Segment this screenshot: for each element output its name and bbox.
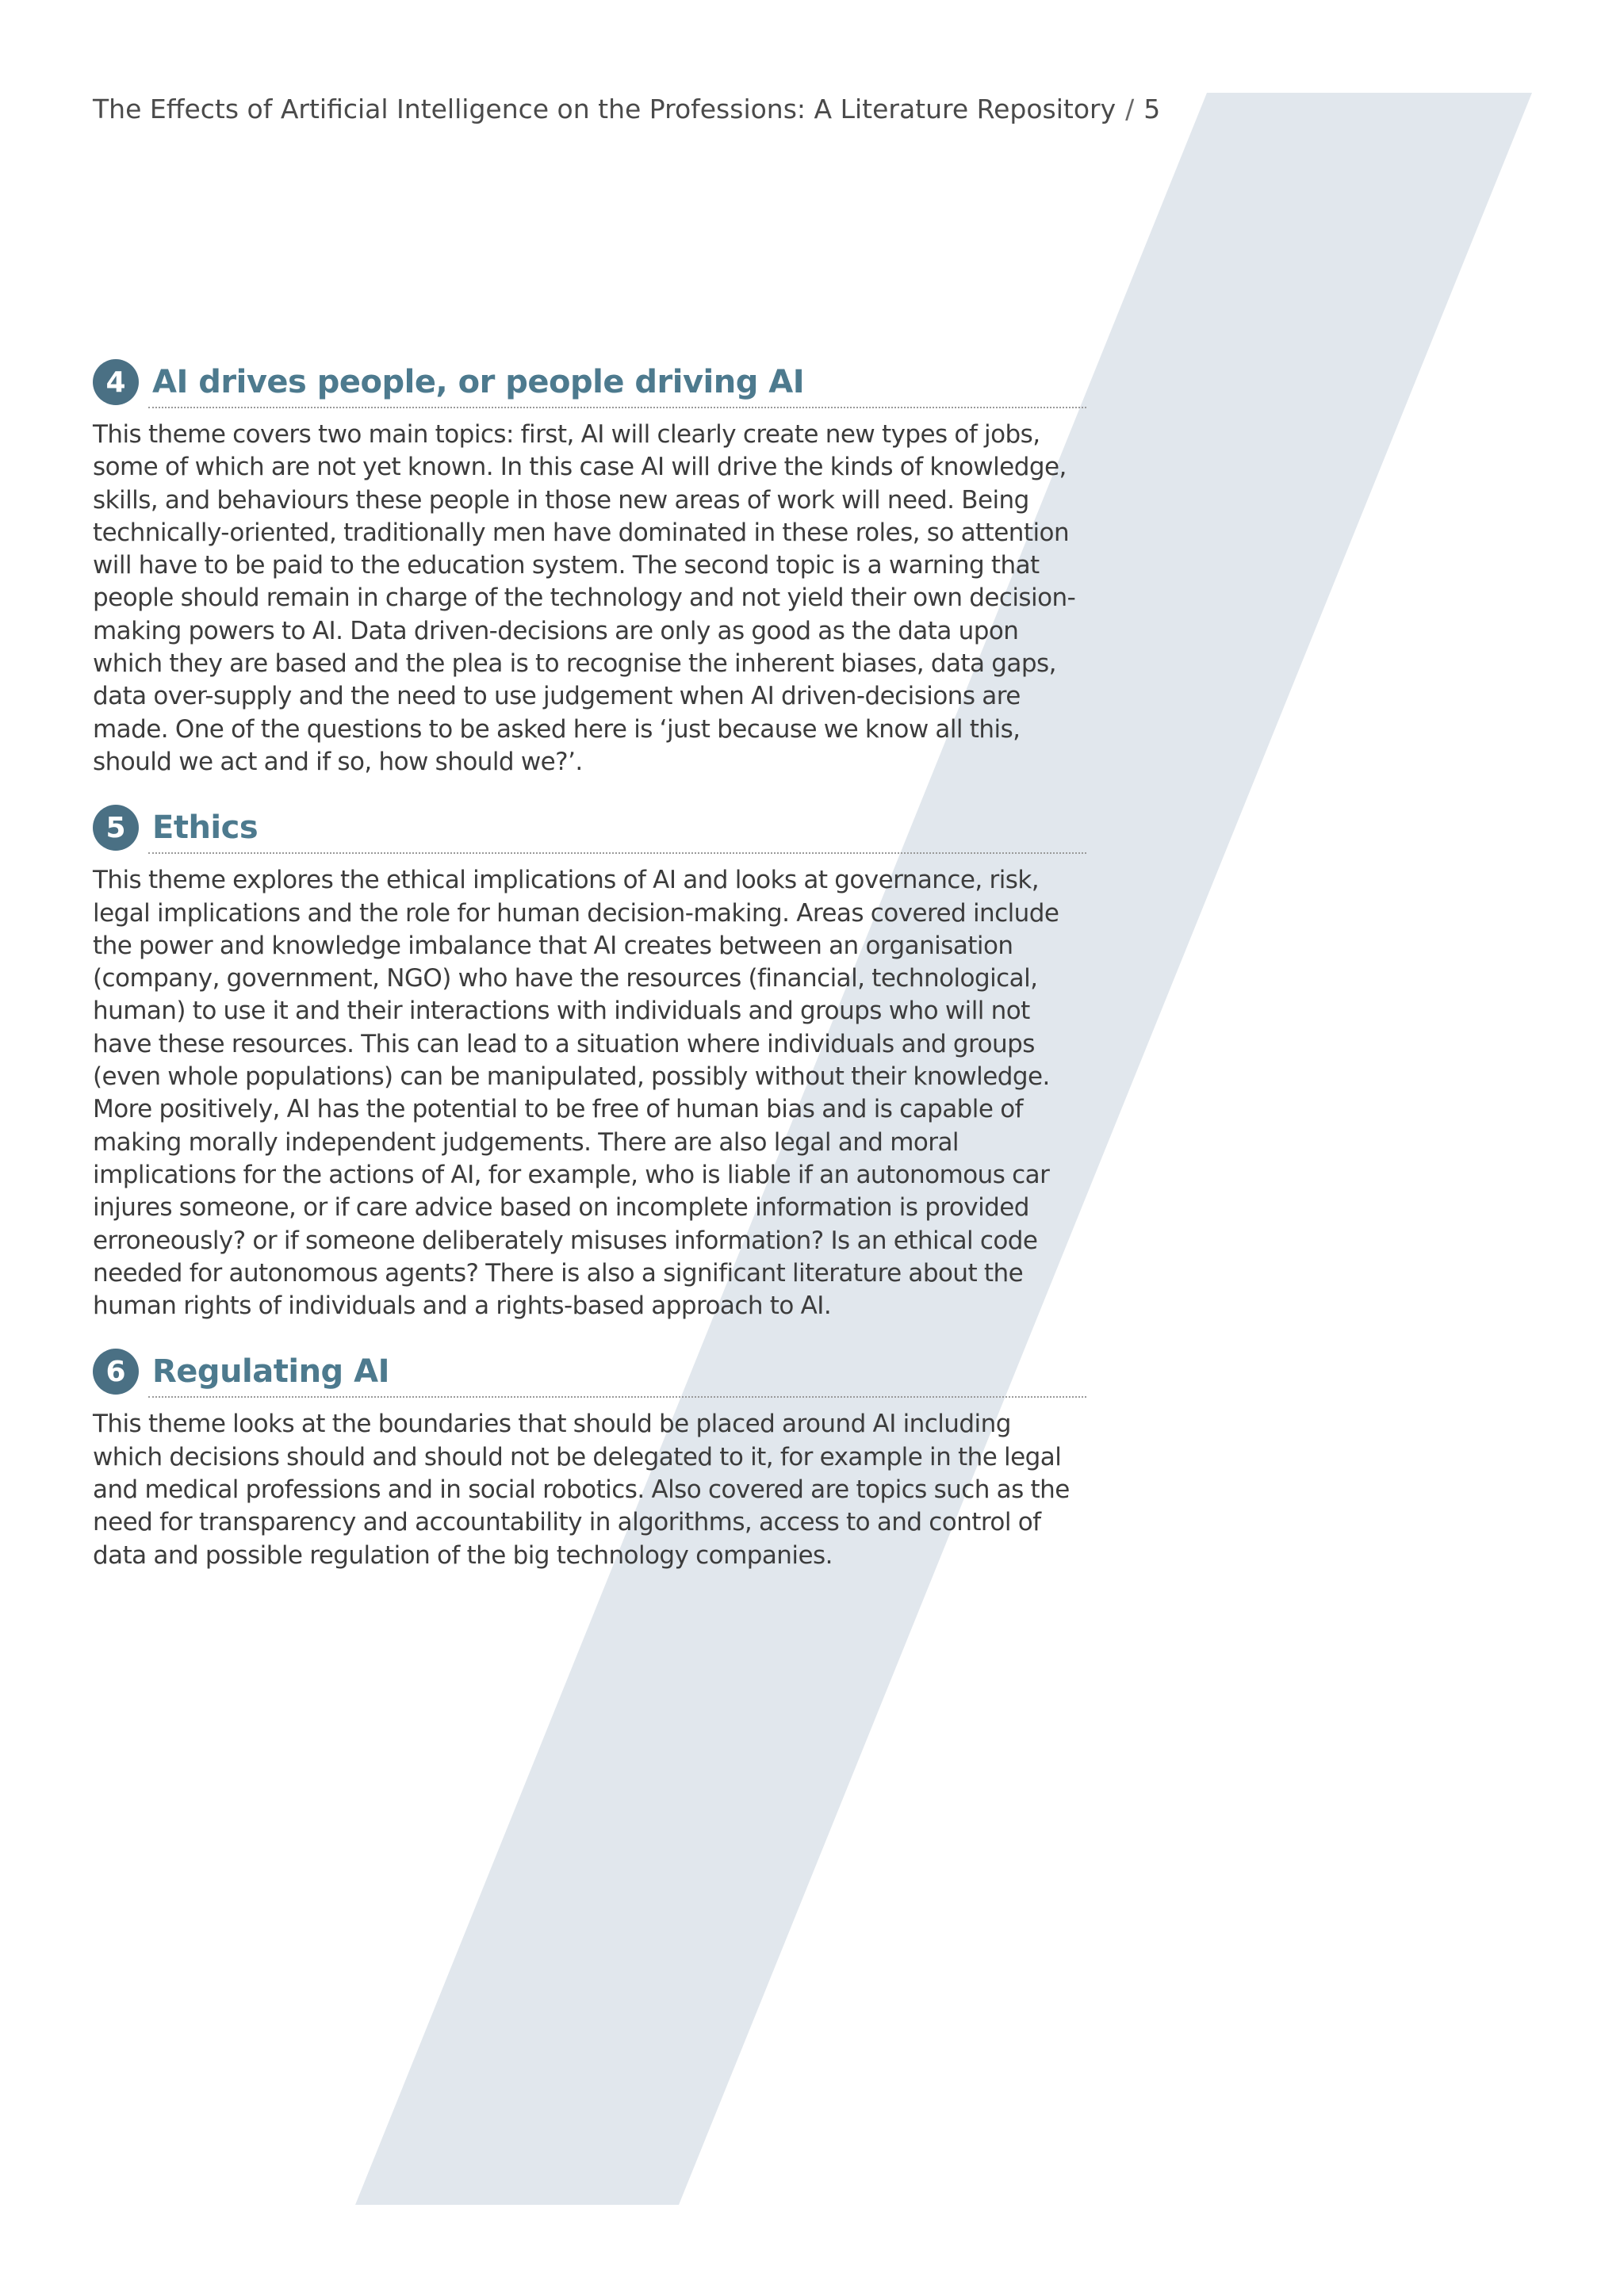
section-body: This theme looks at the boundaries that should be placed around AI including which decisions should and should not be delegated to it, for example in the legal and medical professions and in social robotics. Also covered are topics such as the need for transparency and accountability in algorithms, access to and control of data and possible regulation of the big technology companies.: [93, 1410, 1070, 1570]
section-title: Ethics: [152, 809, 259, 847]
section-5: [93, 804, 1086, 1322]
section-title: Regulating AI: [152, 1353, 389, 1391]
dotted-rule: [148, 407, 1086, 408]
document-title: The Effects of Artificial Intelligence on the Professions: A Literature Repository: [93, 94, 1116, 124]
section-heading: [93, 358, 1086, 406]
section-number-badge: 4: [93, 359, 139, 405]
section-4: [93, 358, 1086, 779]
running-header: [93, 92, 1160, 127]
page-number: 5: [1143, 94, 1161, 124]
section-6: [93, 1348, 1086, 1571]
section-title: AI drives people, or people driving AI: [152, 364, 805, 400]
dotted-rule: [148, 1396, 1086, 1398]
section-heading: [93, 1348, 1086, 1395]
section-number-badge: 5: [93, 805, 139, 851]
section-body: This theme explores the ethical implications of AI and looks at governance, risk, legal implications and the role for human decision-making. Areas covered include the power and knowledge imbalance that AI creates between an organisation (company, government, NGO) who have the resources (financial, technological, human) to use it and their interactions with individuals and groups who will not have these resources. This can lead to a situation where individuals and groups (even whole populations) can be manipulated, possibly without their knowledge. More positively, AI has the potential to be free of human bias and is capable of making morally independent judgements. There are also legal and moral implications for the actions of AI, for example, who is liable if an autonomous car injures someone, or if care advice based on incomplete information is provided erroneously? or if someone deliberately misuses information? Is an ethical code needed for autonomous agents? There is also a significant literature about the human rights of individuals and a rights-based approach to AI.: [93, 866, 1059, 1321]
section-heading: [93, 804, 1086, 851]
header-separator: /: [1125, 94, 1135, 124]
section-number-badge: 6: [93, 1349, 139, 1395]
main-content: [93, 358, 1086, 1598]
section-body: This theme covers two main topics: first, AI will clearly create new types of jobs, some of which are not yet known. In this case AI will drive the kinds of knowledge, skills, and behaviours these people in those new areas of work will need. Being technically-oriented, traditionally men have dominated in these roles, so attention will have to be paid to the education system. The second topic is a warning that people should remain in charge of the technology and not yield their own decision-making powers to AI. Data driven-decisions are only as good as the data upon which they are based and the plea is to recognise the inherent biases, data gaps, data over-supply and the need to use judgement when AI driven-decisions are made. One of the questions to be asked here is ‘just because we know all this, should we act and if so, how should we?’.: [93, 420, 1076, 776]
dotted-rule: [148, 852, 1086, 854]
